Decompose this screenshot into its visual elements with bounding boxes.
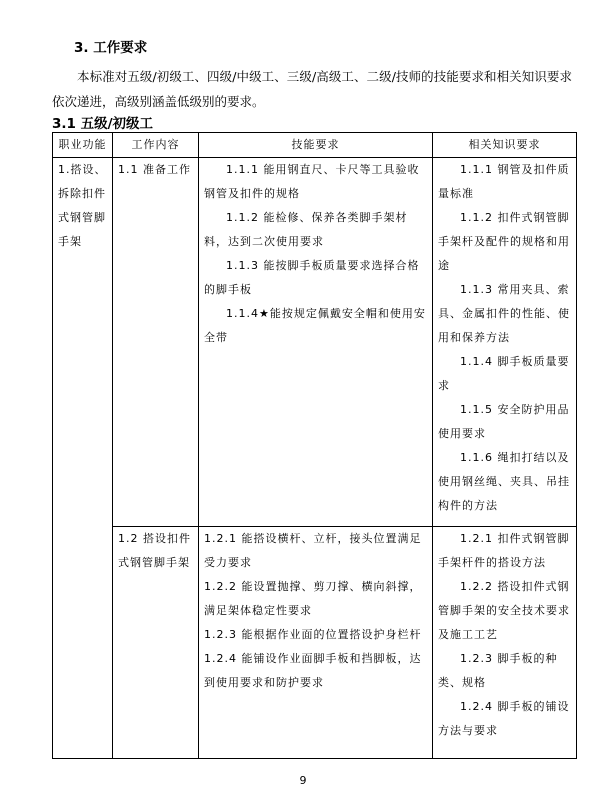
knowledge-item: 1.2.3 脚手板的种类、规格 xyxy=(438,652,558,689)
skill-item: 1.1.2 能检修、保养各类脚手架材料，达到二次使用要求 xyxy=(204,211,408,248)
table-header-row xyxy=(53,133,577,158)
function-cell: 1.搭设、拆除扣件式钢管脚手架 xyxy=(53,158,113,759)
skills-cell xyxy=(199,527,433,759)
knowledge-item: 1.1.6 绳扣打结以及使用钢丝绳、夹具、吊挂构件的方法 xyxy=(438,451,570,512)
header-function: 职业功能 xyxy=(53,133,113,158)
header-knowledge: 相关知识要求 xyxy=(433,133,577,158)
section-title: 3. 工作要求 xyxy=(74,40,148,56)
header-work: 工作内容 xyxy=(113,133,199,158)
skill-item: 1.2.1 能搭设横杆、立杆，接头位置满足受力要求 xyxy=(204,532,422,569)
table-row xyxy=(53,158,577,527)
page-number: 9 xyxy=(299,774,307,787)
knowledge-cell xyxy=(433,527,577,759)
knowledge-cell xyxy=(433,158,577,527)
skills-cell xyxy=(199,158,433,527)
knowledge-item: 1.1.3 常用夹具、索具、金属扣件的性能、使用和保养方法 xyxy=(438,283,570,344)
knowledge-item: 1.1.5 安全防护用品使用要求 xyxy=(438,403,570,440)
skill-item: 1.2.3 能根据作业面的位置搭设护身栏杆 xyxy=(204,628,422,641)
skill-item: 1.1.1 能用钢直尺、卡尺等工具验收钢管及扣件的规格 xyxy=(204,163,420,200)
work-cell: 1.2 搭设扣件式钢管脚手架 xyxy=(113,527,199,759)
subsection-title: 3.1 五级/初级工 xyxy=(52,116,154,132)
work-cell: 1.1 准备工作 xyxy=(113,158,199,527)
knowledge-item: 1.2.1 扣件式钢管脚手架杆件的搭设方法 xyxy=(438,532,570,569)
skill-item: 1.1.3 能按脚手板质量要求选择合格的脚手板 xyxy=(204,259,420,296)
skill-item: 1.2.2 能设置抛撑、剪刀撑、横向斜撑，满足架体稳定性要求 xyxy=(204,580,422,617)
skill-item: 1.1.4★能按规定佩戴安全帽和使用安全带 xyxy=(204,307,426,344)
requirements-table xyxy=(52,132,577,759)
header-skills: 技能要求 xyxy=(199,133,433,158)
knowledge-item: 1.2.2 搭设扣件式钢管脚手架的安全技术要求及施工工艺 xyxy=(438,580,570,641)
knowledge-item: 1.1.4 脚手板质量要求 xyxy=(438,355,570,392)
table-row xyxy=(53,527,577,759)
knowledge-item: 1.1.1 钢管及扣件质量标准 xyxy=(438,163,570,200)
knowledge-item: 1.2.4 脚手板的铺设方法与要求 xyxy=(438,700,570,737)
knowledge-item: 1.1.2 扣件式钢管脚手架杆及配件的规格和用途 xyxy=(438,211,570,272)
section-intro: 本标准对五级/初级工、四级/中级工、三级/高级工、二级/技师的技能要求和相关知识要求依次递进，高级别涵盖低级别的要求。 xyxy=(52,69,572,109)
skill-item: 1.2.4 能铺设作业面脚手板和挡脚板，达到使用要求和防护要求 xyxy=(204,652,422,689)
